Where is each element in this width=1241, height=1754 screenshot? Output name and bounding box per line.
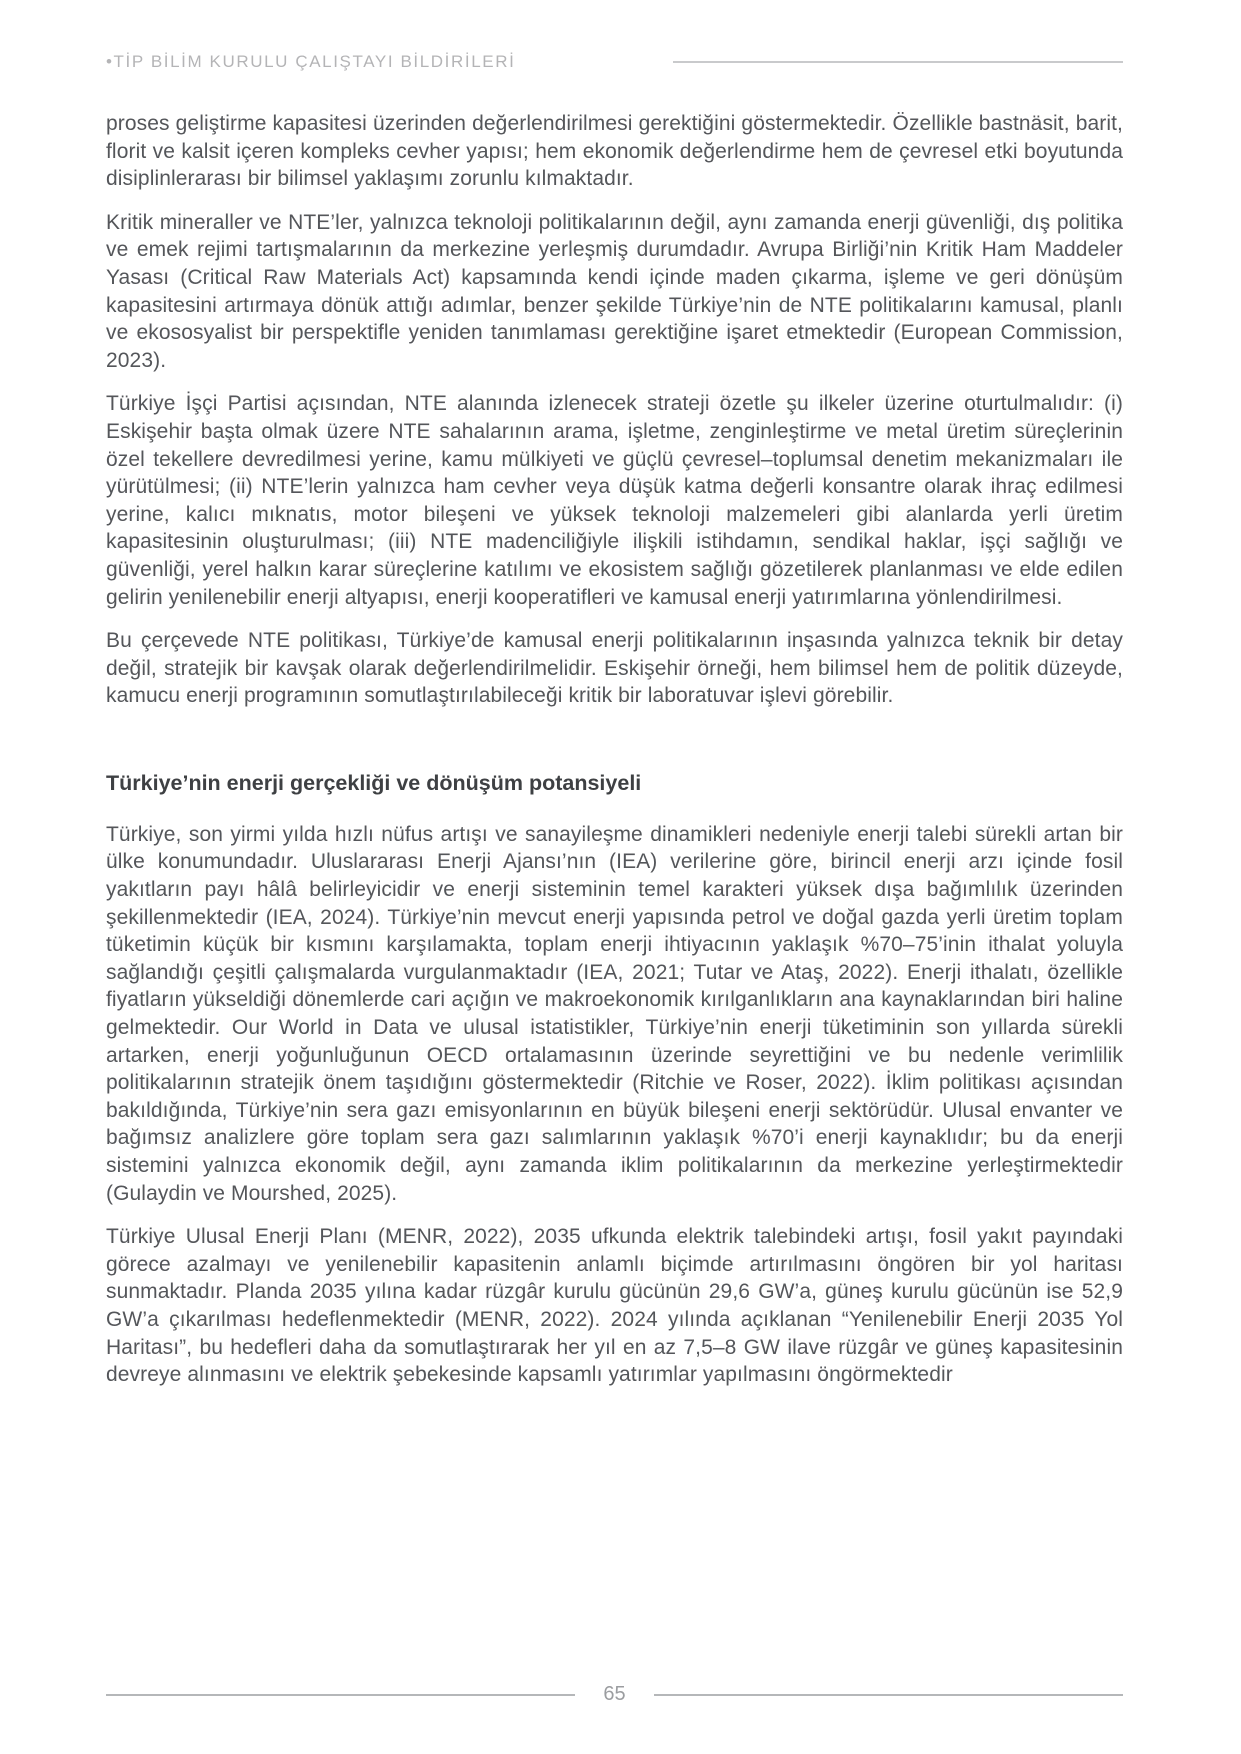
section-intro [106,110,1123,710]
paragraph: Türkiye İşçi Partisi açısından, NTE alanında izlenecek strateji özetle şu ilkeler üzerine oturtulmalıdır: (i) Eskişehir başta olmak üzere NTE sahalarının arama, işletme, zenginleştirme ve metal üretim süreçlerinin özel tekellere devredilmesi yerine, kamu mülkiyeti ve güçlü çevresel–toplumsal denetim mekanizmaları ile yürütülmesi; (ii) NTE’lerin yalnızca ham cevher veya düşük katma değerli konsantre olarak ihraç edilmesi yerine, kalıcı mıknatıs, motor bileşeni ve yüksek teknoloji malzemeleri gibi alanlarda yerli üretim kapasitesinin oluşturulması; (iii) NTE madenciliğiyle ilişkili istihdamın, sendikal haklar, işçi sağlığı ve güvenliği, yerel halkın karar süreçlerine katılımı ve ekosistem sağlığı gözetilerek planlanması ve elde edilen gelirin yenilenebilir enerji altyapısı, enerji kooperatifleri ve kamusal enerji yatırımlarına yönlendirilmesi. [106,392,1123,609]
section-energy [106,770,1123,1389]
running-header [106,52,1123,72]
page-footer [106,1683,1123,1706]
page-number: 65 [603,1683,626,1705]
paragraph: Bu çerçevede NTE politikası, Türkiye’de kamusal enerji politikalarının inşasında yalnızca teknik bir detay değil, stratejik bir kavşak olarak değerlendirilmelidir. Eskişehir örneği, hem bilimsel hem de politik düzeyde, kamucu enerji programının somutlaştırılabileceği kritik bir laboratuvar işlevi görebilir. [106,629,1123,708]
section-heading: Türkiye’nin enerji gerçekliği ve dönüşüm potansiyeli [106,770,642,795]
page-body [106,110,1123,1405]
paragraph: Türkiye, son yirmi yılda hızlı nüfus artışı ve sanayileşme dinamikleri nedeniyle enerji talebi sürekli artan bir ülke konumundadır. Uluslararası Enerji Ajansı’nın (IEA) verilerine göre, birincil enerji arzı içinde fosil yakıtların payı hâlâ belirleyicidir ve enerji sisteminin temel karakteri yüksek dışa bağımlılık üzerinden şekillenmektedir (IEA, 2024). Türkiye’nin mevcut enerji yapısında petrol ve doğal gazda yerli üretim toplam tüketimin küçük bir kısmını karşılamakta, toplam enerji ihtiyacının yaklaşık %70–75’inin ithalat yoluyla sağlandığı çeşitli çalışmalarda vurgulanmaktadır (IEA, 2021; Tutar ve Ataş, 2022). Enerji ithalatı, özellikle fiyatların yükseldiği dönemlerde cari açığın ve makroekonomik kırılganlıkların ana kaynaklarından biri haline gelmektedir. Our World in Data ve ulusal istatistikler, Türkiye’nin enerji tüketiminin son yıllarda sürekli artarken, enerji yoğunluğunun OECD ortalamasının üzerinde seyrettiğini ve bu nedenle verimlilik politikalarının stratejik önem taşıdığını göstermektedir (Ritchie ve Roser, 2022). İklim politikası açısından bakıldığında, Türkiye’nin sera gazı emisyonlarının en büyük bileşeni enerji sektörüdür. Ulusal envanter ve bağımsız analizlere göre toplam sera gazı salımlarının yaklaşık %70’i enerji kaynaklıdır; bu da enerji sistemini yalnızca ekonomik değil, aynı zamanda iklim politikalarının da merkezine yerleştirmektedir (Gulaydin ve Mourshed, 2025). [106,822,1123,1205]
running-header-title: •TİP BİLİM KURULU ÇALIŞTAYI BİLDİRİLERİ [106,52,516,71]
paragraph: Türkiye Ulusal Enerji Planı (MENR, 2022), 2035 ufkunda elektrik talebindeki artışı, fosil yakıt payındaki görece azalmayı ve yenilenebilir kapasitenin anlamlı biçimde artırılmasını öngören bir yol haritası sunmaktadır. Planda 2035 yılına kadar rüzgâr kurulu gücünün 29,6 GW’a, güneş kurulu gücünün ise 52,9 GW’a çıkarılması hedeflenmektedir (MENR, 2022). 2024 yılında açıklanan “Yenilenebilir Enerji 2035 Yol Haritası”, bu hedefleri daha da somutlaştırarak her yıl en az 7,5–8 GW ilave rüzgâr ve güneş kapasitesinin devreye alınmasını ve elektrik şebekesinde kapsamlı yatırımlar yapılmasını öngörmektedir [106,1225,1123,1387]
header-rule [673,61,1123,63]
footer-rule-left [106,1694,575,1696]
paragraph: proses geliştirme kapasitesi üzerinden değerlendirilmesi gerektiğini göstermektedir. Özellikle bastnäsit, barit, florit ve kalsit içeren kompleks cevher yapısı; hem ekonomik değerlendirme hem de çevresel etki boyutunda disiplinlerarası bir bilimsel yaklaşımı zorunlu kılmaktadır. [106,112,1123,191]
paragraph: Kritik mineraller ve NTE’ler, yalnızca teknoloji politikalarının değil, aynı zamanda enerji güvenliği, dış politika ve emek rejimi tartışmalarının da merkezine yerleşmiş durumdadır. Avrupa Birliği’nin Kritik Ham Maddeler Yasası (Critical Raw Materials Act) kapsamında kendi içinde maden çıkarma, işleme ve geri dönüşüm kapasitesini artırmaya dönük attığı adımlar, benzer şekilde Türkiye’nin de NTE politikalarını kamusal, planlı ve ekososyalist bir perspektifle yeniden tanımlaması gerektiğine işaret etmektedir (European Commission, 2023). [106,210,1123,372]
footer-rule-right [654,1694,1123,1696]
